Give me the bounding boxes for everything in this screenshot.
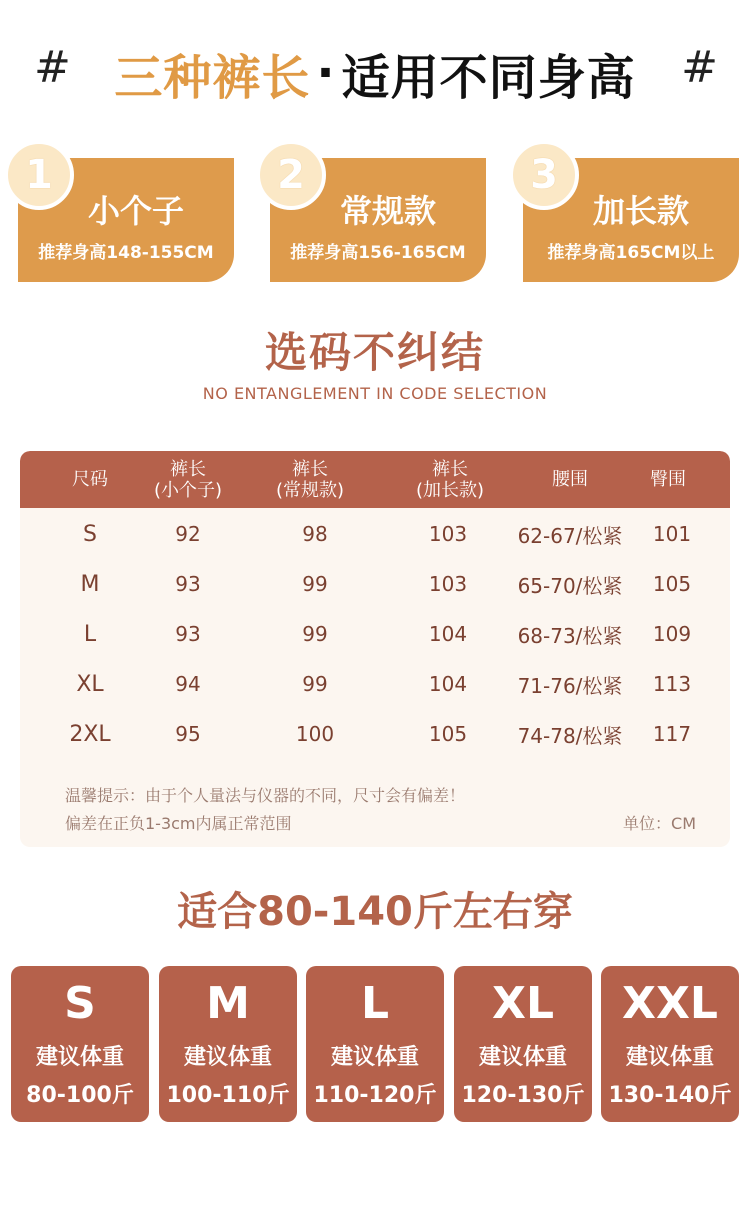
length-cards bbox=[0, 140, 750, 290]
weight-range: 100-110斤 bbox=[166, 1083, 290, 1108]
cell-length-regular: 99 bbox=[302, 622, 328, 646]
card-height: 推荐身高148-155CM bbox=[38, 243, 214, 263]
card-height: 推荐身高156-165CM bbox=[290, 243, 466, 263]
weight-range: 110-120斤 bbox=[313, 1083, 437, 1108]
weight-range: 130-140斤 bbox=[608, 1083, 732, 1108]
cell-size: S bbox=[83, 521, 97, 547]
cell-size: XL bbox=[76, 671, 104, 697]
card-name: 小个子 bbox=[87, 192, 184, 230]
cell-hip: 105 bbox=[652, 572, 692, 596]
header-line1: 裤长 bbox=[169, 458, 206, 480]
header-length-regular bbox=[276, 451, 344, 508]
badge-number: 1 bbox=[25, 152, 53, 198]
section-title: 选码不纠结 bbox=[264, 328, 485, 377]
table-row bbox=[20, 509, 730, 559]
cell-length-regular: 98 bbox=[302, 522, 328, 546]
weight-label: 建议体重 bbox=[478, 1045, 567, 1070]
header-line1: 腰围 bbox=[552, 469, 588, 490]
header-line2: (常规款) bbox=[275, 479, 345, 501]
weight-card-l bbox=[306, 966, 444, 1122]
table-header bbox=[20, 451, 730, 508]
weight-size: XXL bbox=[622, 978, 718, 1029]
length-card-long bbox=[523, 152, 739, 282]
size-table bbox=[20, 451, 730, 847]
header-waist bbox=[552, 451, 588, 508]
weight-card-m bbox=[159, 966, 297, 1122]
page-header bbox=[0, 38, 750, 108]
weight-size: XL bbox=[492, 978, 554, 1029]
page-title bbox=[114, 39, 635, 108]
measurement-tip: 温馨提示：由于个人量法与仪器的不同，尺寸会有偏差！ bbox=[65, 786, 466, 805]
header-line2: (小个子) bbox=[153, 479, 223, 501]
header-length-long bbox=[416, 451, 484, 508]
cell-length-regular: 99 bbox=[302, 572, 328, 596]
weight-range: 80-100斤 bbox=[26, 1083, 134, 1108]
header-length-petite bbox=[154, 451, 222, 508]
cell-length-long: 105 bbox=[428, 722, 468, 746]
cell-length-regular: 100 bbox=[295, 722, 335, 746]
header-line1: 裤长 bbox=[431, 458, 468, 480]
table-body bbox=[20, 508, 730, 759]
cell-length-petite: 95 bbox=[175, 722, 201, 746]
card-name: 加长款 bbox=[592, 192, 689, 230]
weight-label: 建议体重 bbox=[183, 1045, 272, 1070]
header-line1: 臀围 bbox=[650, 469, 686, 490]
title-black: 适用不同身高 bbox=[341, 49, 636, 106]
section-subtitle: NO ENTANGLEMENT IN CODE SELECTION bbox=[202, 384, 548, 403]
hash-right: # bbox=[681, 42, 718, 93]
hash-left: # bbox=[34, 42, 71, 93]
length-card-petite bbox=[18, 152, 234, 282]
table-row bbox=[20, 659, 730, 709]
weight-size: M bbox=[206, 978, 250, 1029]
cell-hip: 113 bbox=[652, 672, 692, 696]
weight-card-xxl bbox=[601, 966, 739, 1122]
badge-number: 3 bbox=[530, 152, 558, 198]
weight-label: 建议体重 bbox=[330, 1045, 419, 1070]
cell-hip: 101 bbox=[652, 522, 692, 546]
cell-waist: 74-78/松紧 bbox=[517, 723, 623, 748]
weight-card-xl bbox=[454, 966, 592, 1122]
length-card-regular bbox=[270, 152, 486, 282]
weight-size: L bbox=[360, 978, 390, 1029]
cell-size: M bbox=[80, 571, 100, 597]
header-line1: 尺码 bbox=[72, 469, 108, 490]
header-size bbox=[72, 451, 108, 508]
header-line1: 裤长 bbox=[291, 458, 328, 480]
weight-label: 建议体重 bbox=[35, 1045, 124, 1070]
weight-title: 适合80-140斤左右穿 bbox=[177, 889, 573, 935]
cell-waist: 65-70/松紧 bbox=[517, 573, 623, 598]
cell-size: 2XL bbox=[69, 721, 111, 747]
cell-hip: 117 bbox=[652, 722, 692, 746]
cell-waist: 71-76/松紧 bbox=[517, 673, 623, 698]
cell-length-long: 104 bbox=[428, 622, 468, 646]
cell-hip: 109 bbox=[652, 622, 692, 646]
header-hip bbox=[650, 451, 686, 508]
card-height: 推荐身高165CM以上 bbox=[547, 243, 715, 263]
title-dot: · bbox=[316, 45, 336, 101]
header-line2: (加长款) bbox=[415, 479, 485, 501]
weight-label: 建议体重 bbox=[625, 1045, 714, 1070]
weight-range: 120-130斤 bbox=[461, 1083, 585, 1108]
cell-length-petite: 93 bbox=[175, 572, 201, 596]
weight-size: S bbox=[64, 978, 96, 1029]
cell-length-regular: 99 bbox=[302, 672, 328, 696]
cell-length-long: 103 bbox=[428, 572, 468, 596]
cell-size: L bbox=[83, 621, 97, 647]
cell-waist: 68-73/松紧 bbox=[517, 623, 623, 648]
table-row bbox=[20, 709, 730, 759]
unit-label: 单位：CM bbox=[623, 814, 696, 833]
badge-number: 2 bbox=[277, 152, 305, 198]
title-orange: 三种裤长 bbox=[114, 49, 311, 106]
cell-length-petite: 94 bbox=[175, 672, 201, 696]
weight-card-s bbox=[11, 966, 149, 1122]
table-row bbox=[20, 609, 730, 659]
table-row bbox=[20, 559, 730, 609]
cell-length-long: 104 bbox=[428, 672, 468, 696]
cell-waist: 62-67/松紧 bbox=[517, 523, 623, 548]
card-name: 常规款 bbox=[339, 192, 436, 230]
cell-length-long: 103 bbox=[428, 522, 468, 546]
tolerance-note: 偏差在正负1-3cm内属正常范围 bbox=[65, 814, 292, 833]
cell-length-petite: 93 bbox=[175, 622, 201, 646]
cell-length-petite: 92 bbox=[175, 522, 201, 546]
